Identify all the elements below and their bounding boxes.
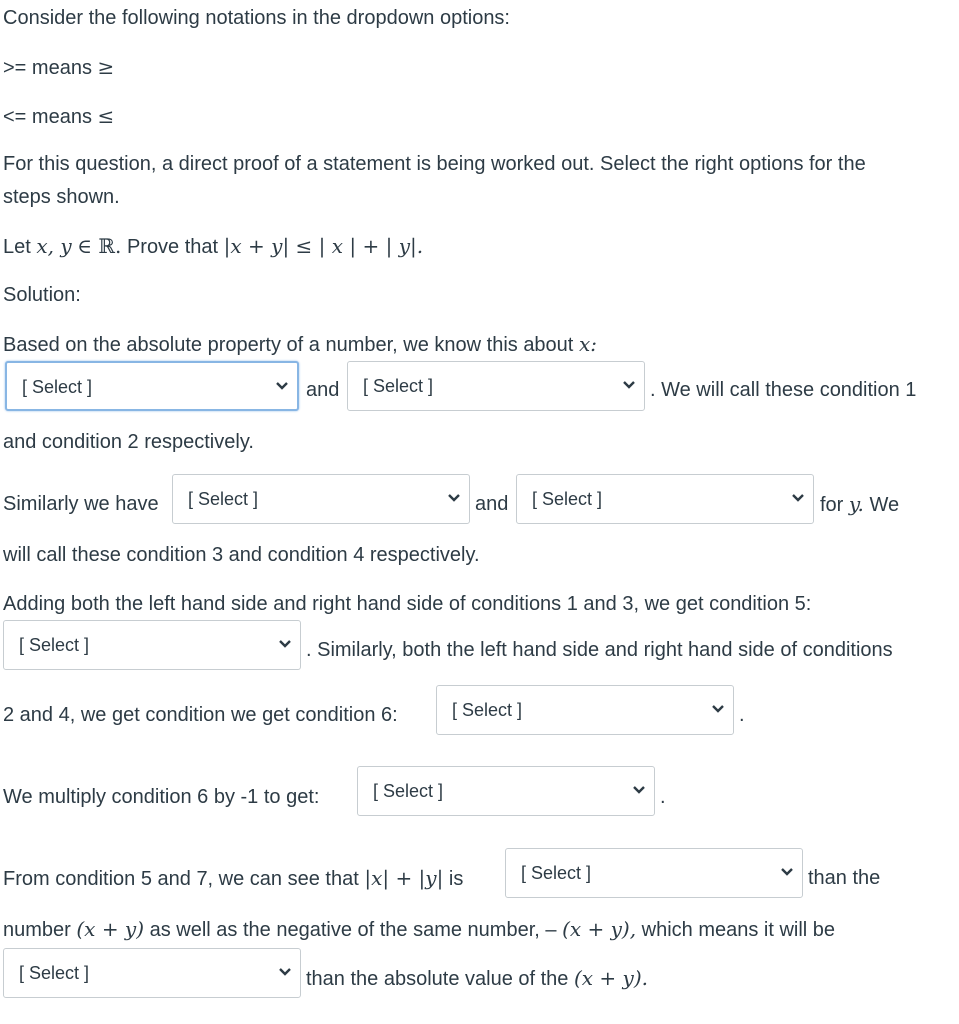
- select-comparison-1[interactable]: [505, 848, 803, 898]
- select-condition-2-label: [ Select ]: [363, 376, 434, 396]
- number-line: [3, 917, 835, 942]
- negative-expr: (x + y),: [562, 917, 637, 941]
- chevron-down-icon: [632, 785, 646, 795]
- multiply-prefix: We multiply condition 6 by -1 to get:: [3, 786, 320, 808]
- statement-prove: Prove that: [126, 236, 219, 258]
- number-expr: (x + y): [76, 917, 145, 941]
- chevron-down-icon: [780, 867, 794, 877]
- final-expr: (x + y).: [573, 966, 648, 990]
- chevron-down-icon: [447, 493, 461, 503]
- solution-label: Solution:: [3, 284, 81, 306]
- from-expr: |x| + |y|: [364, 866, 444, 890]
- question-line-2: steps shown.: [3, 186, 120, 208]
- select-comparison-2-label: [ Select ]: [19, 963, 90, 983]
- statement-let: Let: [3, 236, 31, 258]
- notation-ge-text: >= means: [3, 57, 92, 79]
- is-label: is: [448, 868, 464, 890]
- period: .: [739, 704, 745, 726]
- le-symbol: ≤: [97, 104, 115, 128]
- select-condition-6[interactable]: [436, 685, 734, 735]
- select-condition-7-label: [ Select ]: [373, 781, 444, 801]
- select-condition-6-label: [ Select ]: [452, 700, 523, 720]
- similarly-line: . Similarly, both the left hand side and right hand side of conditions: [306, 639, 893, 661]
- intro-text: Consider the following notations in the dropdown options:: [3, 7, 510, 29]
- chevron-down-icon: [711, 704, 725, 714]
- select-comparison-1-label: [ Select ]: [521, 863, 592, 883]
- notation-ge: [3, 55, 114, 80]
- chevron-down-icon: [278, 967, 292, 977]
- notation-le: [3, 104, 114, 129]
- from-prefix: From condition 5 and 7, we can see that: [3, 868, 359, 890]
- than-the: than the: [808, 867, 881, 889]
- statement-expr: |x + y| ≤ | x | + | y|.: [223, 234, 424, 258]
- and-label: and: [475, 493, 509, 515]
- select-condition-1[interactable]: [5, 361, 299, 411]
- final-line: [306, 966, 648, 991]
- for-y-var: y.: [848, 492, 864, 516]
- for-y: [820, 492, 899, 517]
- absolute-line: [3, 332, 597, 357]
- number-prefix: number: [3, 919, 71, 941]
- statement: [3, 234, 423, 259]
- statement-vars: x, y: [36, 234, 72, 258]
- means-text: which means it will be: [641, 919, 836, 941]
- select-comparison-2[interactable]: [3, 948, 301, 998]
- adding-line: Adding both the left hand side and right hand side of conditions 1 and 3, we get condition 5:: [3, 593, 812, 615]
- final-prefix: than the absolute value of the: [306, 968, 569, 990]
- select-condition-4[interactable]: [516, 474, 814, 524]
- chevron-down-icon: [622, 380, 636, 390]
- absolute-line-text: Based on the absolute property of a number, we know this about: [3, 334, 574, 356]
- from-line: [3, 866, 463, 891]
- chevron-down-icon: [278, 639, 292, 649]
- negative-text: as well as the negative of the same number, –: [149, 919, 557, 941]
- select-condition-3[interactable]: [172, 474, 470, 524]
- notation-le-text: <= means: [3, 106, 92, 128]
- cond12-line2: and condition 2 respectively.: [3, 431, 254, 453]
- select-condition-5-label: [ Select ]: [19, 635, 90, 655]
- cond12-suffix: . We will call these condition 1: [650, 379, 917, 401]
- absolute-var: x:: [578, 332, 597, 356]
- cond34-line: will call these condition 3 and condition 4 respectively.: [3, 544, 480, 566]
- select-condition-5[interactable]: [3, 620, 301, 670]
- for-y-prefix: for: [820, 494, 844, 516]
- select-condition-3-label: [ Select ]: [188, 489, 259, 509]
- select-condition-2[interactable]: [347, 361, 645, 411]
- similar-prefix: Similarly we have: [3, 493, 159, 515]
- ge-symbol: ≥: [97, 55, 115, 79]
- select-condition-1-label: [ Select ]: [22, 377, 93, 397]
- period: .: [660, 786, 666, 808]
- select-condition-7[interactable]: [357, 766, 655, 816]
- select-condition-4-label: [ Select ]: [532, 489, 603, 509]
- question-line-1: For this question, a direct proof of a statement is being worked out. Select the right options for the: [3, 153, 866, 175]
- chevron-down-icon: [791, 493, 805, 503]
- chevron-down-icon: [275, 381, 289, 391]
- and-label: and: [306, 379, 340, 401]
- cond6-prefix: 2 and 4, we get condition we get condition 6:: [3, 704, 398, 726]
- statement-in-r: ∈ ℝ.: [77, 234, 122, 258]
- for-y-suffix: We: [869, 494, 900, 516]
